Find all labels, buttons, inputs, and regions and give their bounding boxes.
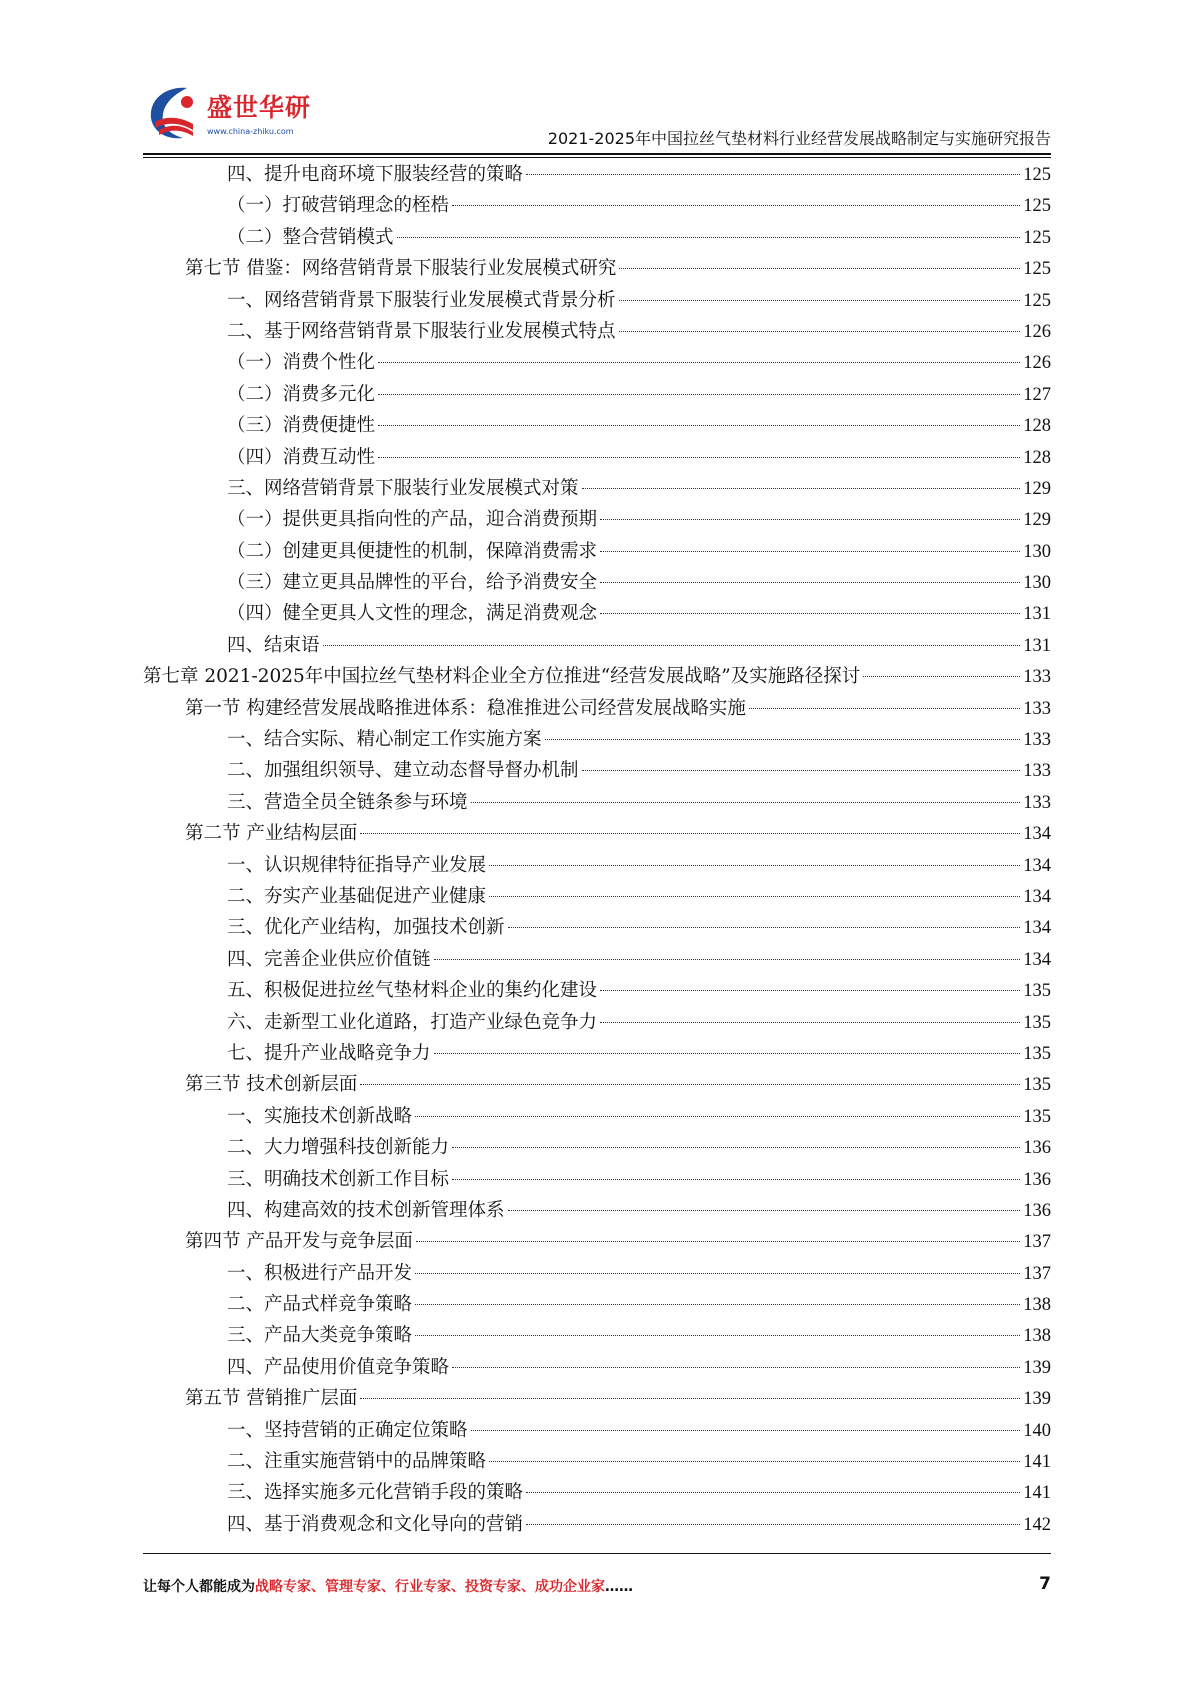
toc-leader-dots [415, 1304, 1020, 1305]
toc-entry-page: 131 [1023, 635, 1051, 656]
toc-entry-page: 136 [1023, 1138, 1051, 1159]
toc-entry[interactable] [143, 411, 1051, 442]
toc-leader-dots [397, 237, 1021, 238]
toc-entry[interactable] [143, 1321, 1051, 1352]
toc-leader-dots [434, 959, 1021, 960]
toc-entry[interactable] [143, 160, 1051, 191]
toc-leader-dots [378, 425, 1020, 426]
toc-entry[interactable] [143, 1384, 1051, 1415]
toc-entry-title: （二）创建更具便捷性的机制，保障消费需求 [227, 540, 598, 562]
toc-entry[interactable] [143, 317, 1051, 348]
toc-entry[interactable] [143, 1290, 1051, 1321]
toc-entry[interactable] [143, 568, 1051, 599]
toc-entry-title: （三）建立更具品牌性的平台，给予消费安全 [227, 572, 598, 594]
toc-entry[interactable] [143, 725, 1051, 756]
toc-entry-page: 138 [1023, 1326, 1051, 1347]
toc-leader-dots [360, 1084, 1020, 1085]
toc-leader-dots [600, 519, 1020, 520]
logo-icon [143, 82, 209, 144]
toc-entry[interactable] [143, 505, 1051, 536]
toc-entry-title: 四、产品使用价值竞争策略 [227, 1356, 450, 1378]
toc-leader-dots [582, 488, 1021, 489]
toc-entry-page: 130 [1023, 573, 1051, 594]
page-number: 7 [1039, 1574, 1051, 1594]
toc-entry-page: 136 [1023, 1169, 1051, 1190]
toc-entry-title: （一）提供更具指向性的产品，迎合消费预期 [227, 509, 598, 531]
toc-entry-title: 二、夯实产业基础促进产业健康 [227, 885, 487, 907]
toc-entry-page: 135 [1023, 1043, 1051, 1064]
footer-divider [143, 1553, 1051, 1554]
logo-text: 盛世华研 [207, 93, 312, 122]
toc-entry[interactable] [143, 631, 1051, 662]
toc-entry-page: 131 [1023, 604, 1051, 625]
toc-entry-page: 140 [1023, 1420, 1051, 1441]
toc-entry[interactable] [143, 694, 1051, 725]
toc-entry-title: 一、积极进行产品开发 [227, 1262, 413, 1284]
toc-entry-page: 142 [1023, 1514, 1051, 1535]
toc-entry[interactable] [143, 1070, 1051, 1101]
toc-entry[interactable] [143, 380, 1051, 411]
toc-entry-page: 137 [1023, 1263, 1051, 1284]
toc-entry-title: 一、实施技术创新战略 [227, 1105, 413, 1127]
toc-entry-page: 135 [1023, 981, 1051, 1002]
toc-entry-page: 125 [1023, 290, 1051, 311]
toc-entry-title: 第五节 营销推广层面 [185, 1388, 358, 1410]
toc-leader-dots [526, 1492, 1020, 1493]
toc-entry-title: 第四节 产品开发与竞争层面 [185, 1231, 413, 1253]
company-logo [143, 82, 323, 144]
toc-entry[interactable] [143, 1039, 1051, 1070]
toc-leader-dots [600, 551, 1020, 552]
toc-leader-dots [452, 1367, 1020, 1368]
toc-leader-dots [416, 1241, 1020, 1242]
toc-entry-title: 五、积极促进拉丝气垫材料企业的集约化建设 [227, 980, 598, 1002]
toc-entry[interactable] [143, 599, 1051, 630]
toc-leader-dots [600, 1022, 1020, 1023]
toc-entry-title: 六、走新型工业化道路，打造产业绿色竞争力 [227, 1011, 598, 1033]
toc-entry-title: 二、产品式样竞争策略 [227, 1294, 413, 1316]
toc-leader-dots [471, 802, 1021, 803]
toc-entry[interactable] [143, 1165, 1051, 1196]
toc-entry-title: （二）消费多元化 [227, 383, 376, 405]
toc-leader-dots [323, 645, 1021, 646]
header-divider-thin [143, 157, 1051, 158]
toc-entry[interactable] [143, 537, 1051, 568]
toc-entry[interactable] [143, 1510, 1051, 1541]
toc-leader-dots [619, 268, 1020, 269]
toc-entry-title: 一、认识规律特征指导产业发展 [227, 854, 487, 876]
header-divider [143, 153, 1051, 155]
toc-leader-dots [471, 1430, 1021, 1431]
toc-entry-page: 139 [1023, 1357, 1051, 1378]
toc-entry-title: 三、选择实施多元化营销手段的策略 [227, 1482, 524, 1504]
toc-entry-page: 141 [1023, 1483, 1051, 1504]
toc-entry-title: 四、结束语 [227, 634, 320, 656]
toc-leader-dots [434, 1053, 1021, 1054]
toc-entry-page: 125 [1023, 259, 1051, 280]
toc-entry[interactable] [143, 1227, 1051, 1258]
report-title: 2021-2025年中国拉丝气垫材料行业经营发展战略制定与实施研究报告 [547, 129, 1051, 148]
toc-leader-dots [378, 457, 1020, 458]
toc-entry-title: 四、构建高效的技术创新管理体系 [227, 1199, 505, 1221]
toc-entry-page: 126 [1023, 353, 1051, 374]
footer-slogan-highlight: 战略专家、管理专家、行业专家、投资专家、成功企业家 [255, 1579, 605, 1595]
toc-entry-page: 134 [1023, 886, 1051, 907]
toc-entry-title: 二、基于网络营销背景下服装行业发展模式特点 [227, 320, 616, 342]
toc-entry[interactable] [143, 788, 1051, 819]
toc-entry[interactable] [143, 443, 1051, 474]
toc-entry-page: 125 [1023, 196, 1051, 217]
toc-leader-dots [508, 1210, 1021, 1211]
toc-entry[interactable] [143, 819, 1051, 850]
toc-entry-title: （四）健全更具人文性的理念，满足消费观念 [227, 603, 598, 625]
toc-entry-page: 133 [1023, 698, 1051, 719]
toc-entry[interactable] [143, 474, 1051, 505]
toc-leader-dots [378, 362, 1020, 363]
toc-entry-page: 126 [1023, 321, 1051, 342]
toc-entry-page: 128 [1023, 447, 1051, 468]
toc-entry[interactable] [143, 1447, 1051, 1478]
toc-entry[interactable] [143, 913, 1051, 944]
toc-entry[interactable] [143, 1008, 1051, 1039]
toc-entry-page: 139 [1023, 1389, 1051, 1410]
toc-leader-dots [452, 205, 1020, 206]
toc-entry[interactable] [143, 1133, 1051, 1164]
toc-entry-title: （三）消费便捷性 [227, 415, 376, 437]
toc-entry-title: 第七章 2021-2025年中国拉丝气垫材料企业全方位推进“经营发展战略”及实施路径探讨 [143, 666, 861, 688]
toc-leader-dots [600, 990, 1020, 991]
toc-leader-dots [545, 739, 1021, 740]
toc-entry-title: 二、注重实施营销中的品牌策略 [227, 1451, 487, 1473]
toc-entry[interactable] [143, 851, 1051, 882]
toc-leader-dots [600, 613, 1020, 614]
toc-leader-dots [452, 1147, 1020, 1148]
page-header [143, 82, 1051, 152]
toc-entry-page: 141 [1023, 1452, 1051, 1473]
toc-entry-title: 一、坚持营销的正确定位策略 [227, 1419, 468, 1441]
toc-entry-page: 135 [1023, 1106, 1051, 1127]
toc-entry[interactable] [143, 756, 1051, 787]
toc-leader-dots [508, 927, 1021, 928]
logo-url: www.china-zhiku.com [207, 127, 294, 136]
toc-entry-title: 三、优化产业结构，加强技术创新 [227, 917, 505, 939]
toc-entry[interactable] [143, 223, 1051, 254]
table-of-contents [143, 160, 1051, 1541]
toc-leader-dots [749, 708, 1020, 709]
toc-leader-dots [360, 1398, 1020, 1399]
toc-entry[interactable] [143, 1478, 1051, 1509]
toc-entry-page: 134 [1023, 855, 1051, 876]
toc-entry[interactable] [143, 662, 1051, 693]
toc-entry-page: 133 [1023, 761, 1051, 782]
toc-entry-page: 125 [1023, 165, 1051, 185]
toc-leader-dots [600, 582, 1020, 583]
toc-entry-page: 135 [1023, 1075, 1051, 1096]
toc-entry-page: 134 [1023, 824, 1051, 845]
toc-leader-dots [415, 1116, 1020, 1117]
toc-entry-title: 一、网络营销背景下服装行业发展模式背景分析 [227, 289, 616, 311]
toc-entry-page: 134 [1023, 949, 1051, 970]
toc-leader-dots [526, 174, 1020, 175]
toc-entry-page: 133 [1023, 792, 1051, 813]
toc-entry-title: 第二节 产业结构层面 [185, 823, 358, 845]
toc-entry-page: 130 [1023, 541, 1051, 562]
footer-slogan [143, 1576, 633, 1596]
toc-entry-page: 129 [1023, 478, 1051, 499]
toc-leader-dots [415, 1273, 1020, 1274]
toc-entry-title: 二、大力增强科技创新能力 [227, 1137, 450, 1159]
toc-entry-page: 134 [1023, 918, 1051, 939]
toc-entry[interactable] [143, 1353, 1051, 1384]
toc-entry-title: 三、网络营销背景下服装行业发展模式对策 [227, 477, 579, 499]
toc-entry-title: 第一节 构建经营发展战略推进体系：稳准推进公司经营发展战略实施 [185, 697, 746, 719]
toc-leader-dots [489, 865, 1020, 866]
toc-entry[interactable] [143, 1102, 1051, 1133]
toc-entry-page: 135 [1023, 1012, 1051, 1033]
toc-leader-dots [489, 1461, 1020, 1462]
toc-entry-title: 四、基于消费观念和文化导向的营销 [227, 1513, 524, 1535]
toc-entry-title: 四、提升电商环境下服装经营的策略 [227, 164, 524, 185]
toc-entry[interactable] [143, 1259, 1051, 1290]
toc-entry-title: 一、结合实际、精心制定工作实施方案 [227, 729, 542, 751]
toc-entry[interactable] [143, 1196, 1051, 1227]
toc-leader-dots [360, 833, 1020, 834]
toc-entry-title: 四、完善企业供应价值链 [227, 948, 431, 970]
toc-leader-dots [863, 676, 1020, 677]
toc-entry[interactable] [143, 1416, 1051, 1447]
toc-leader-dots [619, 300, 1021, 301]
toc-entry-page: 125 [1023, 227, 1051, 248]
footer-slogan-suffix: …… [605, 1579, 633, 1595]
toc-entry[interactable] [143, 348, 1051, 379]
toc-entry-title: （一）消费个性化 [227, 352, 376, 374]
toc-entry-title: 二、加强组织领导、建立动态督导督办机制 [227, 760, 579, 782]
toc-entry-page: 137 [1023, 1232, 1051, 1253]
toc-leader-dots [378, 394, 1020, 395]
toc-entry[interactable] [143, 191, 1051, 222]
toc-entry-page: 129 [1023, 510, 1051, 531]
toc-entry[interactable] [143, 976, 1051, 1007]
toc-leader-dots [526, 1524, 1020, 1525]
toc-entry-title: 七、提升产业战略竞争力 [227, 1042, 431, 1064]
toc-entry-page: 128 [1023, 416, 1051, 437]
toc-leader-dots [582, 770, 1021, 771]
toc-entry-title: （二）整合营销模式 [227, 226, 394, 248]
toc-leader-dots [452, 1179, 1020, 1180]
footer-slogan-prefix: 让每个人都能成为 [143, 1579, 255, 1595]
toc-entry-title: 三、营造全员全链条参与环境 [227, 791, 468, 813]
toc-entry-title: 三、产品大类竞争策略 [227, 1325, 413, 1347]
toc-entry-title: 第七节 借鉴：网络营销背景下服装行业发展模式研究 [185, 258, 617, 280]
toc-entry-page: 133 [1023, 730, 1051, 751]
toc-entry[interactable] [143, 286, 1051, 317]
toc-entry[interactable] [143, 254, 1051, 285]
toc-entry-title: 三、明确技术创新工作目标 [227, 1168, 450, 1190]
toc-entry-page: 138 [1023, 1295, 1051, 1316]
toc-entry-page: 133 [1023, 667, 1051, 688]
toc-leader-dots [619, 331, 1021, 332]
toc-entry-page: 127 [1023, 384, 1051, 405]
toc-leader-dots [489, 896, 1020, 897]
toc-leader-dots [415, 1335, 1020, 1336]
toc-entry-title: （四）消费互动性 [227, 446, 376, 468]
toc-entry[interactable] [143, 945, 1051, 976]
toc-entry-title: （一）打破营销理念的桎梏 [227, 195, 450, 217]
toc-entry[interactable] [143, 882, 1051, 913]
toc-entry-title: 第三节 技术创新层面 [185, 1074, 358, 1096]
toc-entry-page: 136 [1023, 1200, 1051, 1221]
